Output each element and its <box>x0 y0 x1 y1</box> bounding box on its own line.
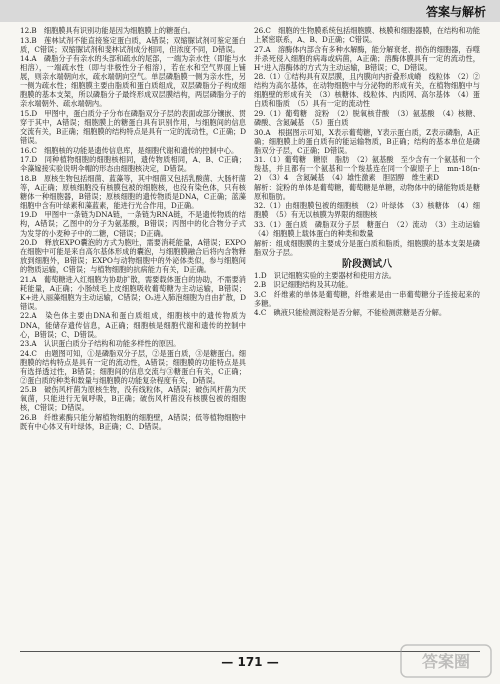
answer-item: 18.B 原核生物包括细菌、蓝藻等，其中细菌又包括乳酸菌、大肠杆菌等，A正确；原核细胞没有核膜包被的细胞核，也没有染色体，只有核糖体一种细胞器，B错误；原核细胞的遗传物质是DNA，C正确；蓝藻细胞中含有叶绿素和藻蓝素，能进行光合作用，D正确。 <box>20 173 246 210</box>
left-column <box>20 26 246 648</box>
answer-item: 13.B 莲林试剂不能直接鉴定蛋白质，A错误；双缩脲试剂可鉴定蛋白质，C错误；双缩脲试剂和斐林试剂成分相同，但浓度不同，D错误。 <box>20 35 246 54</box>
watermark-logo <box>400 644 492 678</box>
answer-item: 3.C 纤维素的单体是葡萄糖，纤维素是由一串葡萄糖分子连接起来的多糖。 <box>254 289 480 308</box>
header-band <box>0 0 500 22</box>
page-number: — 171 — <box>221 655 279 669</box>
answer-item: 16.C 细胞核的功能是遗传信息库，是细胞代谢和遗传的控制中心。 <box>20 145 239 155</box>
section-title: 阶段测试八 <box>342 258 392 270</box>
answer-item: 23.A 认识蛋白质分子结构和功能多样性的原因。 <box>20 339 181 349</box>
right-column <box>254 26 488 648</box>
answer-item: 2.B 识记细胞结构及其功能。 <box>254 280 353 290</box>
answer-item: 24.C 由题图可知，①是磷脂双分子层，②是蛋白质，③是糖蛋白。细胞膜的结构特点是具有一定的流动性，A错误；细胞膜的功能特点是具有选择透过性，B错误；细胞间的信息交流与③糖蛋白有关，C正确；②蛋白质的种类和数量与细胞膜的功能复杂程度有关，D错误。 <box>20 348 246 385</box>
answer-item: 29.（1）葡萄糖 淀粉 （2）脱氧核苷酸 （3）氨基酸 （4）核糖、磷酸、含氮碱基 （5）蛋白质 <box>254 108 480 127</box>
header-label: 答案与解析 <box>425 5 486 19</box>
answer-item: 27.A 溶酶体内部含有多种水解酶，能分解衰老、损伤的细胞器，吞噬并杀死侵入细胞的病毒或病菌，A正确；溶酶体膜具有一定的流动性，H⁺进入溶酶体的方式为主动运输，B错误；C、D错误。 <box>254 44 480 72</box>
answer-item: 28.（1）①结构具有双层膜，且内膜向内折叠形成嵴 线粒体 （2）②结构为高尔基体，在动物细胞中与分泌物的形成有关，在植物细胞中与细胞壁的形成有关 （3）核糖体、线粒体、内质网、高尔基体 （4）蛋白质和脂质 （5）具有一定的流动性 <box>254 72 480 109</box>
answer-item: 15.D 甲图中，蛋白质分子分布在磷脂双分子层的表面或部分镶嵌、贯穿于其中，A错误；细胞膜上的糖蛋白具有识别作用，与细胞间的信息交流有关，B正确；细胞膜的结构特点是具有一定的流动性，C正确；D错误。 <box>20 108 246 146</box>
answer-item: 32.（1）由细胞膜包被的细胞核 （2）叶绿体 （3）核糖体 （4）细胞膜 （5）有无以核膜为界限的细胞核 <box>254 201 480 220</box>
answer-item: 20.D 释放EXPO囊泡的方式为胞吐，需要消耗能量，A错误；EXPO在细胞中可能是来自高尔基体形成的囊泡，与细胞膜融合后将内含物释放到细胞外，B错误；EXPO与动物细胞中的外泌体类似，参与细胞间的物质运输，C错误；与植物细胞的抗病能力有关，D正确。 <box>20 238 246 275</box>
answer-item: 30.A 根据图示可知，X表示葡萄糖，Y表示蛋白质，Z表示磷脂，A正确；细胞膜上的蛋白质有的能运输物质，B正确；结构的基本单位是磷脂双分子层，C正确；D错误。 <box>254 127 480 155</box>
answer-item: 19.D 甲图中一条链为DNA链，一条链为RNA链，不是遗传物质的结构，A错误；乙图中的分子为氨基酸，B错误；丙图中的化合物分子式为发芽的小麦种子中的二糖，C错误；D正确。 <box>20 210 246 238</box>
answer-item: 14.A 磷脂分子有亲水的头部和疏水的尾部，一端为亲水性（即能与水相溶），一端疏水性（即与非极性分子相溶），若在水和空气界面上铺展，则亲水端朝向水，疏水端朝向空气。单层磷脂膜一侧为亲水性，另一侧为疏水性；细胞膜主要由脂质和蛋白质组成，双层磷脂分子构成细胞膜的基本支架，所以磷脂分子最终形成双层膜结构，两层磷脂分子的亲水端朝外、疏水端朝内。 <box>20 54 246 109</box>
answer-item: 1.D 识记细胞实验的主要器材和使用方法。 <box>254 270 396 280</box>
answer-item: 25.B 破伤风杆菌为原核生物，没有线粒体，A错误；破伤风杆菌为厌氧菌，只能进行无氧呼吸，B正确；破伤风杆菌没有核膜包被的细胞核，C错误；D错误。 <box>20 385 246 413</box>
answer-item: 22.A 染色体主要由DNA和蛋白质组成，细胞核中的遗传物质为DNA，能储存遗传信息，A正确；细胞核是细胞代谢和遗传的控制中心，B错误；C、D错误。 <box>20 311 246 339</box>
answer-explanation: 解析：淀粉的单体是葡萄糖，葡萄糖是单糖，动物体中的储能物质是糖原和脂肪。 <box>254 182 480 201</box>
answer-item: 31.（1）葡萄糖 糖原 脂肪 （2）氨基酸 至少含有一个氨基和一个羧基，并且都有一个氨基和一个羧基连在同一个碳原子上 mn-18(n-2) （3）4 含氮碱基 （4）雄性激素 胆固醇 维生素D <box>254 155 480 183</box>
answer-item: 12.B 细胞膜具有识别功能是因为细胞膜上的糖蛋白。 <box>20 26 195 35</box>
answer-item: 17.D 同种植物细胞的细胞核相同，遗传物质相同，A、B、C正确；伞藻嫁接实验说明伞帽的形态由细胞核决定，D错误。 <box>20 155 246 174</box>
answer-item: 26.B 纤维素酶只能分解植物细胞的细胞壁，A错误；低等植物细胞中既有中心体又有叶绿体，B正确；C、D错误。 <box>20 412 246 432</box>
answer-item: 21.A 葡萄糖进入红细胞为协助扩散，需要载体蛋白的协助，不需要消耗能量，A正确；小肠绒毛上皮细胞吸收葡萄糖为主动运输，B错误；K+进入丽藻细胞为主动运输，C错误；O₂进入肺泡细胞为自由扩散，D错误。 <box>20 274 246 311</box>
watermark-text: 答案圈 <box>421 652 471 671</box>
answer-item: 33.（1）蛋白质 磷脂双分子层 糖蛋白 （2）流动 （3）主动运输 （4）细胞膜上载体蛋白的种类和数量 <box>254 219 488 239</box>
answer-explanation: 解析：组成细胞膜的主要成分是蛋白质和脂质，细胞膜的基本支架是磷脂双分子层。 <box>254 238 480 257</box>
answer-item: 26.C 细胞的生物膜系统包括细胞膜、核膜和细胞器膜，在结构和功能上紧密联系，A、B、D正确；C错误。 <box>254 26 480 45</box>
answer-item: 4.C 碘液只能检测淀粉是否分解，不能检测蔗糖是否分解。 <box>254 308 447 318</box>
